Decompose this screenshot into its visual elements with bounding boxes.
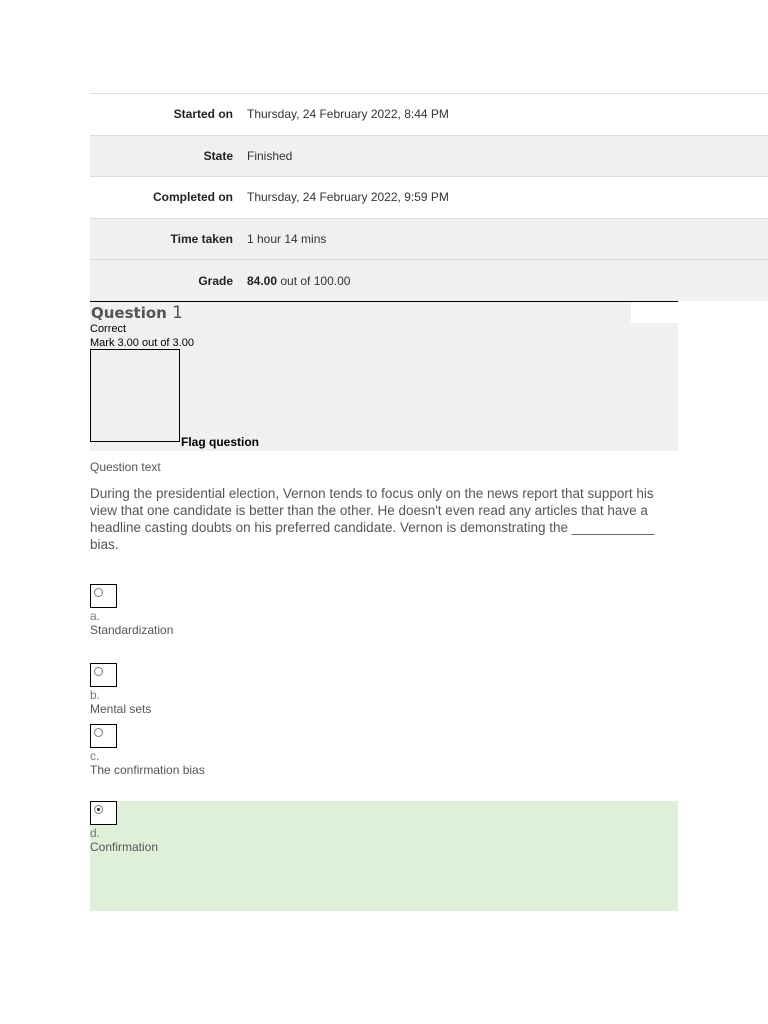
grade-out-of: out of 100.00	[277, 273, 351, 288]
summary-row-grade	[90, 260, 768, 302]
answer-text: The confirmation bias	[90, 763, 205, 777]
summary-value	[241, 260, 768, 302]
radio-frame[interactable]	[90, 663, 117, 687]
answer-letter: a.	[90, 609, 101, 623]
answer-option-c[interactable]	[90, 724, 678, 780]
quiz-summary-table	[90, 93, 768, 301]
summary-label: Time taken	[170, 232, 233, 247]
summary-label: Started on	[173, 107, 233, 122]
question-state: Correct	[90, 323, 127, 335]
info-box-notch	[631, 302, 678, 323]
answer-letter: c.	[90, 749, 100, 763]
summary-value: 1 hour 14 mins	[247, 232, 327, 247]
radio-button-checked[interactable]	[94, 805, 103, 814]
question-number-value: 1	[172, 303, 183, 323]
answer-letter: d.	[90, 826, 101, 840]
radio-frame[interactable]	[90, 801, 117, 825]
answer-text: Standardization	[90, 623, 174, 637]
answer-option-d[interactable]	[90, 801, 678, 911]
grade-score: 84.00	[247, 273, 278, 288]
question-mark: Mark 3.00 out of 3.00	[90, 337, 194, 349]
summary-value: Thursday, 24 February 2022, 8:44 PM	[247, 107, 449, 122]
summary-row-started	[90, 94, 768, 136]
radio-button[interactable]	[94, 667, 103, 676]
summary-value: Finished	[247, 148, 293, 163]
radio-frame[interactable]	[90, 584, 117, 608]
question-text-heading: Question text	[90, 460, 161, 474]
summary-label: Completed on	[153, 190, 233, 205]
summary-row-state	[90, 135, 768, 177]
answer-letter: b.	[90, 688, 101, 702]
question-label: Question	[91, 304, 173, 322]
question-text: During the presidential election, Vernon tends to focus only on the news report that support his view that one candidate is better than the other. He doesn't even read any articles that have a headline casting doubts on his preferred candidate. Vernon is demonstrating the ___________ bias.	[90, 486, 655, 552]
summary-label: Grade	[198, 273, 233, 288]
summary-row-time-taken	[90, 218, 768, 260]
answer-option-b[interactable]	[90, 663, 678, 717]
answer-text: Mental sets	[90, 702, 152, 716]
summary-row-completed	[90, 177, 768, 219]
question-number	[91, 303, 183, 323]
answer-option-a[interactable]	[90, 584, 678, 640]
summary-value: Thursday, 24 February 2022, 9:59 PM	[247, 190, 449, 205]
radio-button[interactable]	[94, 588, 103, 597]
summary-label: State	[203, 148, 233, 163]
flag-icon[interactable]	[90, 349, 180, 442]
radio-frame[interactable]	[90, 724, 117, 748]
radio-button[interactable]	[94, 728, 103, 737]
answer-text: Confirmation	[90, 840, 159, 854]
flag-question-link[interactable]: Flag question	[181, 435, 259, 449]
